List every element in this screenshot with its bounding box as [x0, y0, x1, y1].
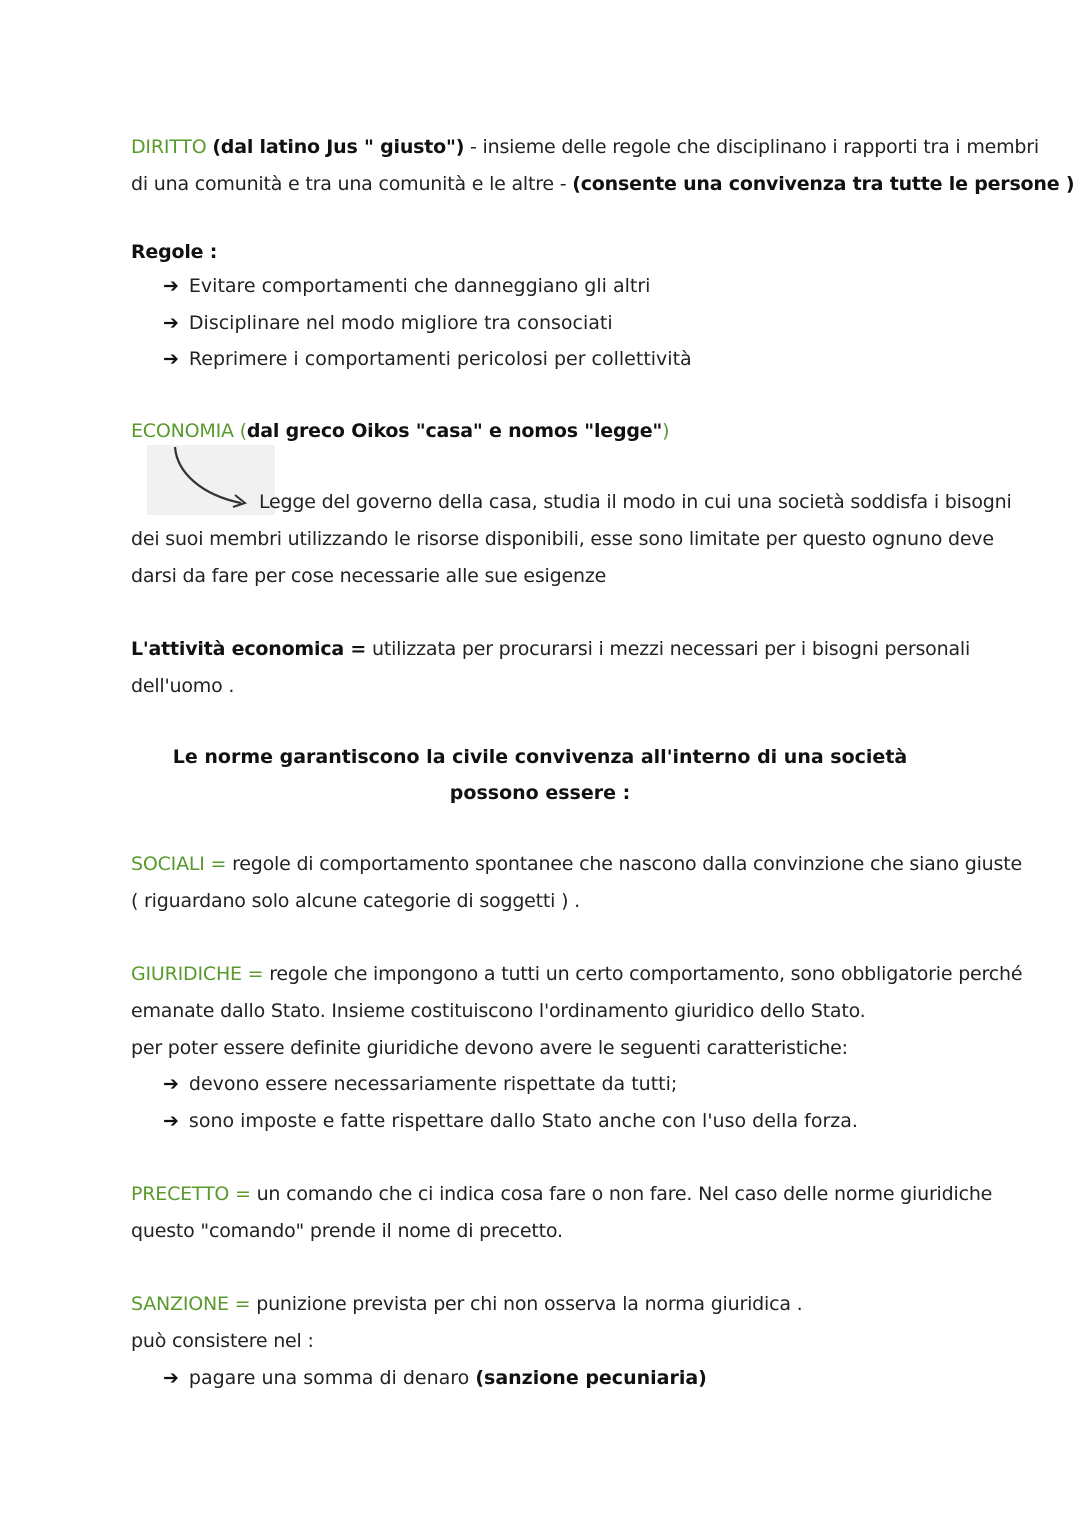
curved-arrow-icon: [147, 445, 275, 515]
sanzione-text: punizione prevista per chi non osserva la norma giuridica .: [250, 1293, 803, 1315]
giuridiche-line-2: emanate dallo Stato. Insieme costituiscono l'ordinamento giuridico dello Stato.: [131, 1000, 866, 1022]
list-item: [163, 1071, 677, 1097]
precetto-line-1: [131, 1181, 992, 1207]
economia-line-1: Legge del governo della casa, studia il modo in cui una società soddisfa i bisogni: [259, 491, 1012, 513]
diritto-purpose: (consente una convivenza tra tutte le persone ): [572, 173, 1075, 195]
list-item: [163, 310, 613, 336]
sociali-line-2: ( riguardano solo alcune categorie di soggetti ) .: [131, 890, 580, 912]
giuridiche-text: regole che impongono a tutti un certo comportamento, sono obbligatorie perché: [263, 963, 1023, 985]
list-item-text: Reprimere i comportamenti pericolosi per collettività: [188, 348, 692, 370]
list-item-text: Evitare comportamenti che danneggiano gli altri: [188, 275, 651, 297]
norme-heading-2: possono essere :: [449, 782, 631, 804]
attivita-line-1: [131, 636, 970, 662]
giuridiche-line-1: [131, 961, 1022, 987]
economia-paren: (: [233, 420, 247, 442]
diritto-line-2: [131, 171, 1074, 197]
list-item: [163, 1108, 858, 1134]
arrow-icon: ➔: [163, 1367, 179, 1389]
arrow-icon: ➔: [163, 348, 179, 370]
economia-line-2: dei suoi membri utilizzando le risorse disponibili, esse sono limitate per questo ognuno deve: [131, 528, 994, 550]
attivita-text: utilizzata per procurarsi i mezzi necessari per i bisogni personali: [366, 638, 971, 660]
economia-etymology: dal greco Oikos "casa" e nomos "legge": [246, 420, 663, 442]
precetto-term: PRECETTO =: [131, 1183, 251, 1205]
sanzione-pecuniaria: (sanzione pecuniaria): [475, 1367, 707, 1389]
list-item: [163, 273, 650, 299]
norme-heading-1: Le norme garantiscono la civile convivenza all'interno di una società: [172, 746, 908, 768]
economia-paren: ): [662, 420, 670, 442]
attivita-term: L'attività economica =: [131, 638, 367, 660]
sociali-term: SOCIALI =: [131, 853, 227, 875]
economia-heading: [131, 418, 669, 444]
giuridiche-term: GIURIDICHE =: [131, 963, 264, 985]
diritto-line-1: [131, 134, 1039, 160]
precetto-line-2: questo "comando" prende il nome di precetto.: [131, 1220, 563, 1242]
attivita-line-2: dell'uomo .: [131, 675, 235, 697]
list-item-text: sono imposte e fatte rispettare dallo Stato anche con l'uso della forza.: [188, 1110, 858, 1132]
diritto-term: DIRITTO: [131, 136, 207, 158]
list-item-text: Disciplinare nel modo migliore tra consociati: [188, 312, 613, 334]
diritto-etymology: (dal latino Jus " giusto"): [212, 136, 465, 158]
precetto-text: un comando che ci indica cosa fare o non fare. Nel caso delle norme giuridiche: [250, 1183, 993, 1205]
giuridiche-line-3: per poter essere definite giuridiche devono avere le seguenti caratteristiche:: [131, 1037, 848, 1059]
arrow-icon: ➔: [163, 1110, 179, 1132]
arrow-icon: ➔: [163, 275, 179, 297]
sanzione-line-1: [131, 1291, 802, 1317]
economia-term: ECONOMIA: [131, 420, 234, 442]
sociali-text: regole di comportamento spontanee che nascono dalla convinzione che siano giuste: [226, 853, 1022, 875]
economia-line-3: darsi da fare per cose necessarie alle sue esigenze: [131, 565, 607, 587]
list-item-text: devono essere necessariamente rispettate da tutti;: [188, 1073, 678, 1095]
sanzione-term: SANZIONE =: [131, 1293, 251, 1315]
arrow-icon: ➔: [163, 1073, 179, 1095]
list-item-text: pagare una somma di denaro: [188, 1367, 476, 1389]
regole-heading: Regole :: [131, 241, 218, 263]
sociali-line-1: [131, 851, 1022, 877]
diritto-text: di una comunità e tra una comunità e le altre -: [131, 173, 573, 195]
list-item: [163, 1365, 707, 1391]
list-item: [163, 346, 692, 372]
arrow-icon: ➔: [163, 312, 179, 334]
sanzione-line-2: può consistere nel :: [131, 1330, 314, 1352]
diritto-definition: - insieme delle regole che disciplinano i rapporti tra i membri: [470, 136, 1039, 158]
